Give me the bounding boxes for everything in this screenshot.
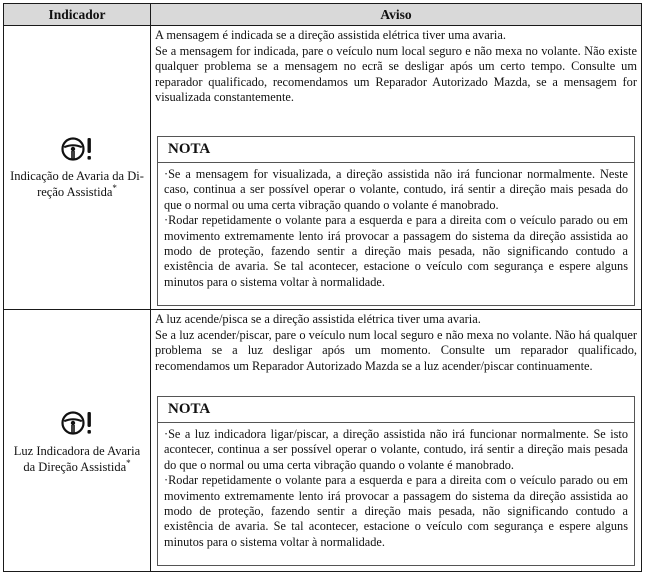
indicator-cell: [4, 26, 151, 309]
nota-title: NOTA: [158, 397, 634, 423]
steering-wheel-warning-icon: [60, 410, 94, 436]
table-header: [4, 4, 641, 26]
table-row: [4, 26, 641, 310]
header-aviso: Aviso: [380, 7, 412, 22]
table-row: [4, 310, 641, 571]
aviso-cell: [151, 310, 641, 571]
indicator-label: Indicação de Avaria da Di- reção Assistida*: [10, 169, 144, 199]
warning-table: [3, 3, 642, 572]
nota-box: [157, 136, 635, 306]
aviso-message: A mensagem é indicada se a direção assistida elétrica tiver uma avaria. Se a mensagem for indicada, pare o veículo num local seguro e não mexa no volante. Não existe qualquer problema se a mensagem no ecrã se desligar após um certo tempo. Consulte um reparador qualificado, recomendamos um Reparador Autorizado Mazda, se a mensagem for visualizada constantemente.: [155, 28, 637, 105]
aviso-message: A luz acende/pisca se a direção assistida elétrica tiver uma avaria. Se a luz acender/piscar, pare o veículo num local seguro e não mexa no volante. Não há qualquer problema se a luz desligar após um momento. Consulte um reparador qualificado, recomendamos um Reparador Autorizado Mazda se a luz acender/piscar continuamente.: [155, 312, 637, 373]
nota-box: [157, 396, 635, 566]
indicator-label: Luz Indicadora de Avaria da Direção Assistida*: [13, 444, 141, 474]
nota-body: ·Se a luz indicadora ligar/piscar, a direção assistida não irá funcionar normalmente. Se isto acontecer, continua a ser possível operar o volante, contudo, irá sentir a direção mais pesada do que o normal ou uma certa vibração quando o volante é manobrado. ·Rodar repetidamente o volante para a esquerda e para a direita com o veículo parado ou em movimento extremamente lento irá provocar a passagem do sistema da direção assistida ao modo de proteção, fazendo sentir a direção mais pesada, não significando contudo a existência de avaria. Se tal acontecer, estacione o veículo com segurança e espere alguns minutos para o sistema voltar à normalidade.: [164, 427, 628, 549]
nota-title: NOTA: [158, 137, 634, 163]
indicator-cell: [4, 310, 151, 571]
steering-wheel-warning-icon: [60, 136, 94, 162]
header-indicador: Indicador: [4, 4, 151, 25]
nota-body: ·Se a mensagem for visualizada, a direção assistida não irá funcionar normalmente. Neste caso, continua a ser possível operar o volante, contudo, irá sentir a direção mais pesada do que o normal ou uma certa vibração quando o volante é manobrado. ·Rodar repetidamente o volante para a esquerda e para a direita com o veículo parado ou em movimento extremamente lento irá provocar a passagem do sistema da direção assistida ao modo de proteção, fazendo sentir a direção mais pesada, não significando contudo a existência de avaria. Se tal acontecer, estacione o veículo com segurança e espere alguns minutos para o sistema voltar à normalidade.: [164, 167, 628, 289]
aviso-cell: [151, 26, 641, 309]
